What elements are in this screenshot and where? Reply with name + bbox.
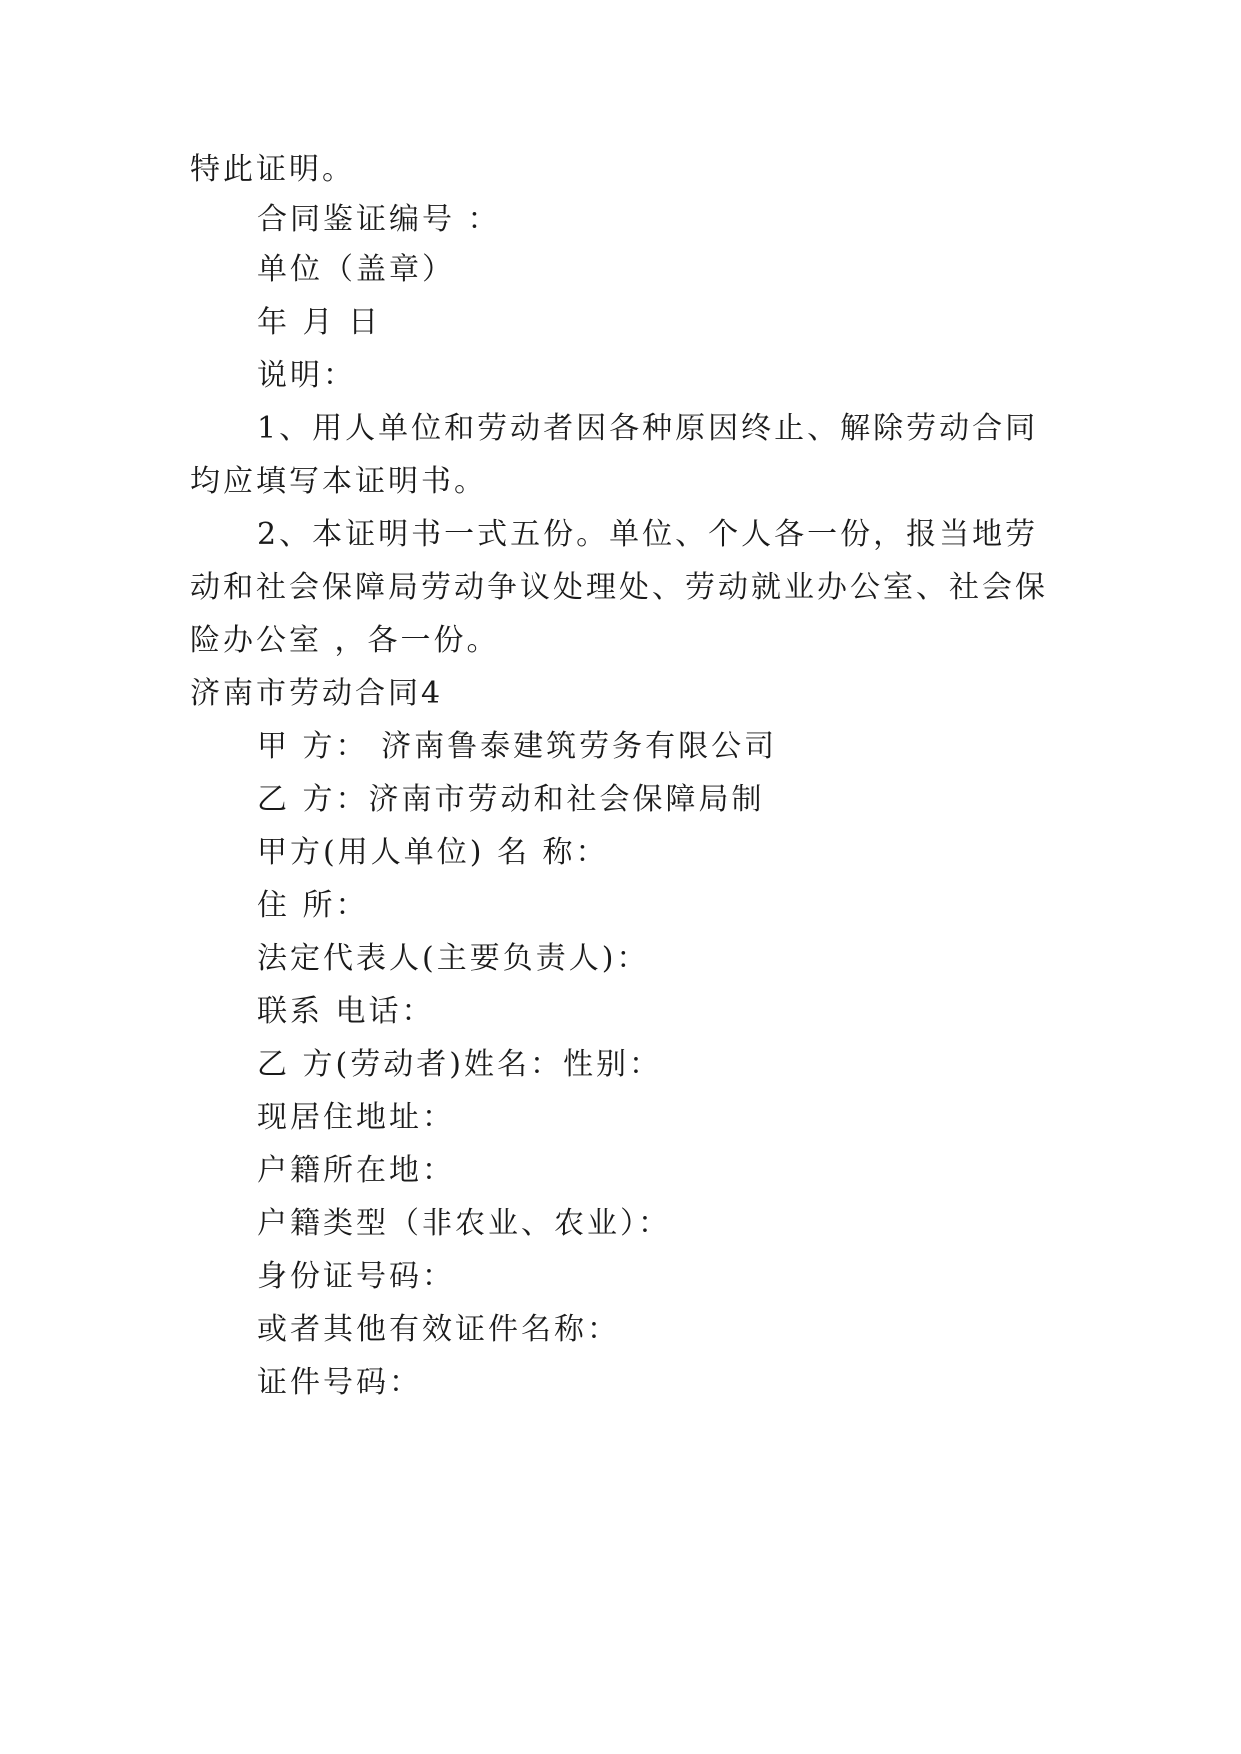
text-line: 特此证明。 (190, 152, 355, 187)
text-line: 年 月 日 (257, 305, 382, 340)
text-line: 身份证号码： (257, 1259, 455, 1294)
text-line: 住 所： (257, 888, 369, 923)
text-line: 乙 方：济南市劳动和社会保障局制 (257, 782, 765, 817)
text-line: 乙 方(劳动者)姓名：性别： (257, 1047, 662, 1082)
text-line: 1、用人单位和劳动者因各种原因终止、解除劳动合同 (257, 411, 1039, 446)
text-line: 甲方(用人单位) 名 称： (257, 835, 609, 870)
text-line: 均应填写本证明书。 (190, 464, 487, 499)
text-line: 或者其他有效证件名称： (257, 1312, 620, 1347)
text-line: 合同鉴证编号 ： (257, 202, 501, 237)
text-line: 现居住地址： (257, 1100, 455, 1135)
text-line: 甲 方： 济南鲁泰建筑劳务有限公司 (257, 729, 778, 764)
text-line: 单位（盖章） (257, 252, 455, 287)
text-line: 证件号码： (257, 1365, 422, 1400)
section-heading: 济南市劳动合同4 (190, 676, 444, 711)
text-line: 动和社会保障局劳动争议处理处、劳动就业办公室、社会保 (190, 570, 1048, 605)
text-line: 户籍类型（非农业、农业）： (257, 1206, 671, 1241)
text-line: 说明： (257, 358, 356, 393)
text-line: 2、本证明书一式五份。单位、个人各一份，报当地劳 (257, 517, 1039, 552)
text-line: 户籍所在地： (257, 1153, 455, 1188)
text-line: 险办公室 ，各一份。 (190, 623, 500, 658)
text-line: 法定代表人(主要负责人)： (257, 941, 650, 976)
text-line: 联系 电话： (257, 994, 435, 1029)
